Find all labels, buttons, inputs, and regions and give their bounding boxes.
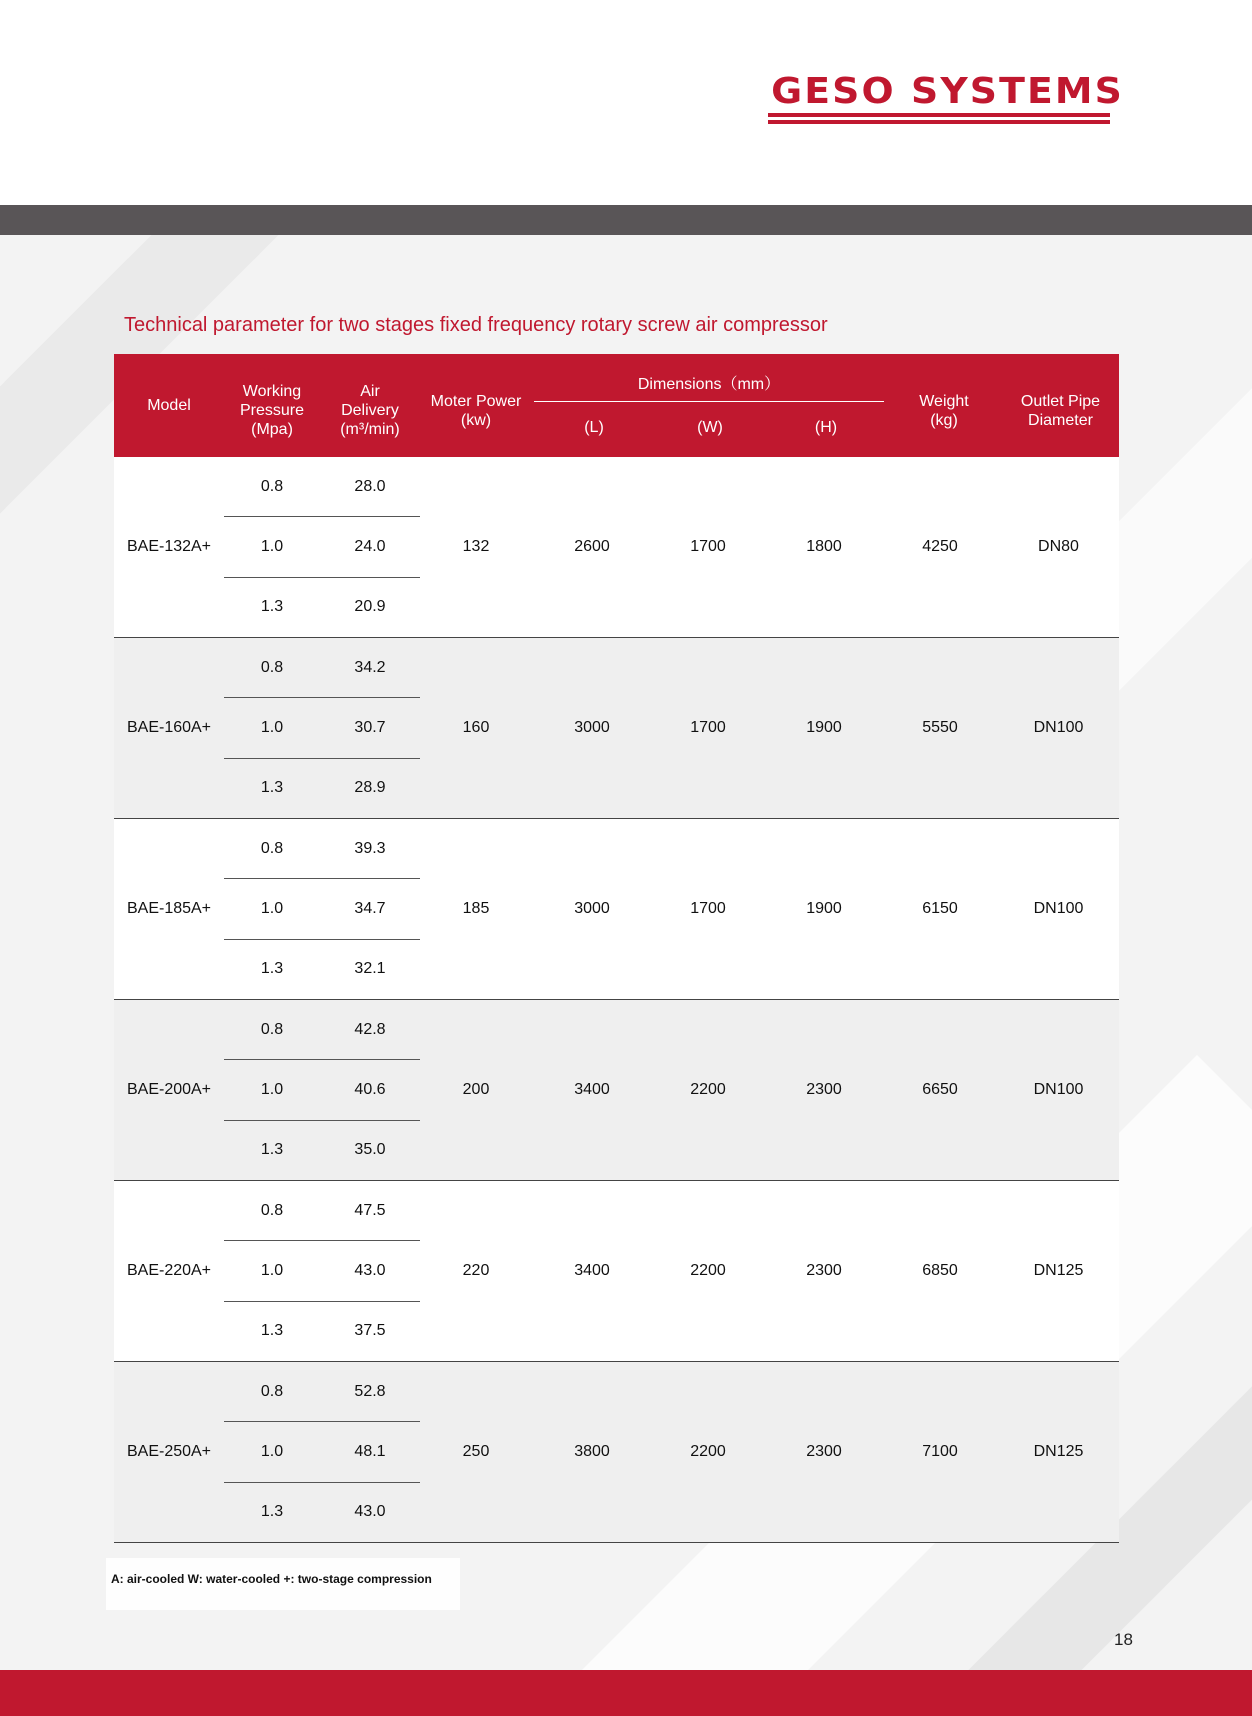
- cell-pressure: 1.0: [260, 1262, 284, 1279]
- header-delivery-line: (m³/min): [340, 421, 400, 438]
- cell-delivery: 34.2: [354, 659, 386, 676]
- cell-pressure: 0.8: [260, 1202, 284, 1219]
- cell-pressure: 1.0: [260, 1443, 284, 1460]
- header-weight-line: (kg): [930, 412, 958, 429]
- cell-power: 250: [462, 1443, 490, 1460]
- cell-pressure: 1.3: [260, 779, 284, 796]
- cell-outlet: DN125: [1033, 1262, 1084, 1279]
- cell-dim-l: 3800: [574, 1443, 610, 1460]
- header-outlet-line: Outlet Pipe: [1020, 393, 1101, 410]
- header-power-line: (kw): [460, 412, 492, 429]
- sub-row-divider: [224, 516, 420, 517]
- cell-outlet: DN125: [1033, 1443, 1084, 1460]
- cell-dim-h: 2300: [806, 1081, 842, 1098]
- cell-delivery: 47.5: [354, 1202, 386, 1219]
- cell-model: BAE-132A+: [126, 538, 212, 555]
- header-power: [420, 392, 532, 430]
- table-row-group: [114, 1362, 1119, 1543]
- cell-dim-h: 1900: [806, 719, 842, 736]
- header-delivery-line: Delivery: [341, 402, 399, 419]
- cell-dim-w: 1700: [690, 719, 726, 736]
- sub-row-divider: [224, 1421, 420, 1422]
- header-outlet-line: Diameter: [1028, 412, 1093, 429]
- cell-pressure: 0.8: [260, 659, 284, 676]
- table-title: Technical parameter for two stages fixed frequency rotary screw air compressor: [124, 314, 828, 336]
- sub-row-divider: [224, 1482, 420, 1483]
- logo-underline-bottom: [768, 120, 1110, 124]
- cell-delivery: 43.0: [354, 1262, 386, 1279]
- cell-delivery: 43.0: [354, 1503, 386, 1520]
- brand-logo: [768, 71, 1124, 124]
- cell-delivery: 30.7: [354, 719, 386, 736]
- cell-outlet: DN100: [1033, 900, 1084, 917]
- header-weight: [886, 392, 1002, 430]
- cell-pressure: 1.3: [260, 1503, 284, 1520]
- cell-dim-h: 2300: [806, 1262, 842, 1279]
- sub-row-divider: [224, 697, 420, 698]
- sub-row-divider: [224, 1059, 420, 1060]
- cell-dim-l: 2600: [574, 538, 610, 555]
- cell-delivery: 39.3: [354, 840, 386, 857]
- cell-power: 220: [462, 1262, 490, 1279]
- cell-pressure: 1.3: [260, 1322, 284, 1339]
- cell-weight: 6850: [922, 1262, 958, 1279]
- cell-dim-w: 1700: [690, 900, 726, 917]
- table-row-group: [114, 1181, 1119, 1362]
- header-pressure-line: Pressure: [239, 402, 305, 419]
- cell-delivery: 37.5: [354, 1322, 386, 1339]
- spec-table: [114, 354, 1119, 1543]
- cell-outlet: DN80: [1038, 538, 1079, 555]
- cell-pressure: 0.8: [260, 1383, 284, 1400]
- cell-delivery: 28.0: [354, 478, 386, 495]
- sub-row-divider: [224, 1120, 420, 1121]
- cell-dim-l: 3000: [574, 900, 610, 917]
- cell-dim-l: 3000: [574, 719, 610, 736]
- brand-name: GESO SYSTEMS: [771, 71, 1124, 112]
- cell-dim-w: 2200: [690, 1443, 726, 1460]
- logo-underline-top: [768, 113, 1110, 117]
- cell-pressure: 1.3: [260, 1141, 284, 1158]
- cell-delivery: 35.0: [354, 1141, 386, 1158]
- cell-delivery: 32.1: [354, 960, 386, 977]
- header-pressure-line: (Mpa): [251, 421, 293, 438]
- table-row-group: [114, 638, 1119, 819]
- cell-dim-l: 3400: [574, 1081, 610, 1098]
- table-body: [114, 457, 1119, 1543]
- cell-pressure: 1.3: [260, 960, 284, 977]
- sub-row-divider: [224, 878, 420, 879]
- sub-row-divider: [224, 758, 420, 759]
- cell-dim-w: 2200: [690, 1081, 726, 1098]
- footer-band: [0, 1670, 1252, 1716]
- table-row-group: [114, 1000, 1119, 1181]
- cell-weight: 5550: [922, 719, 958, 736]
- cell-power: 160: [462, 719, 490, 736]
- cell-outlet: DN100: [1033, 719, 1084, 736]
- cell-pressure: 1.0: [260, 719, 284, 736]
- cell-pressure: 0.8: [260, 840, 284, 857]
- cell-model: BAE-200A+: [126, 1081, 212, 1098]
- cell-pressure: 0.8: [260, 1021, 284, 1038]
- cell-model: BAE-220A+: [126, 1262, 212, 1279]
- header-dim-h: (H): [814, 419, 838, 436]
- header-pressure-line: Working: [242, 383, 302, 400]
- sub-row-divider: [224, 577, 420, 578]
- header-outlet: [1002, 392, 1119, 430]
- cell-dim-h: 1900: [806, 900, 842, 917]
- table-row-group: [114, 457, 1119, 638]
- cell-model: BAE-160A+: [126, 719, 212, 736]
- header-dimensions-divider: [534, 401, 884, 402]
- cell-pressure: 0.8: [260, 478, 284, 495]
- cell-dim-h: 1800: [806, 538, 842, 555]
- cell-outlet: DN100: [1033, 1081, 1084, 1098]
- cell-delivery: 48.1: [354, 1443, 386, 1460]
- header-dim-l: (L): [584, 419, 604, 436]
- header-delivery: [320, 382, 420, 439]
- table-header: [114, 354, 1119, 457]
- cell-model: BAE-250A+: [126, 1443, 212, 1460]
- cell-power: 132: [462, 538, 490, 555]
- cell-pressure: 1.0: [260, 1081, 284, 1098]
- cell-delivery: 40.6: [354, 1081, 386, 1098]
- cell-delivery: 28.9: [354, 779, 386, 796]
- cell-dim-h: 2300: [806, 1443, 842, 1460]
- cell-pressure: 1.0: [260, 900, 284, 917]
- cell-delivery: 42.8: [354, 1021, 386, 1038]
- cell-power: 200: [462, 1081, 490, 1098]
- sub-row-divider: [224, 939, 420, 940]
- sub-row-divider: [224, 1301, 420, 1302]
- cell-delivery: 20.9: [354, 598, 386, 615]
- cell-model: BAE-185A+: [126, 900, 212, 917]
- cell-delivery: 52.8: [354, 1383, 386, 1400]
- footnote: A: air-cooled W: water-cooled +: two-stage compression: [106, 1558, 460, 1610]
- cell-pressure: 1.0: [260, 538, 284, 555]
- cell-delivery: 24.0: [354, 538, 386, 555]
- page-number: 18: [1114, 1630, 1133, 1649]
- header-weight-line: Weight: [919, 393, 969, 410]
- header-model: Model: [147, 397, 191, 414]
- cell-delivery: 34.7: [354, 900, 386, 917]
- sub-row-divider: [224, 1240, 420, 1241]
- cell-dim-l: 3400: [574, 1262, 610, 1279]
- cell-weight: 4250: [922, 538, 958, 555]
- cell-power: 185: [462, 900, 490, 917]
- cell-dim-w: 1700: [690, 538, 726, 555]
- cell-pressure: 1.3: [260, 598, 284, 615]
- header-power-line: Moter Power: [430, 393, 522, 410]
- cell-weight: 7100: [922, 1443, 958, 1460]
- cell-dim-w: 2200: [690, 1262, 726, 1279]
- header-dim-w: (W): [697, 419, 723, 436]
- cell-weight: 6650: [922, 1081, 958, 1098]
- header-delivery-line: Air: [360, 383, 380, 400]
- header-dimensions: Dimensions（mm）: [637, 376, 781, 393]
- cell-weight: 6150: [922, 900, 958, 917]
- header-band: [0, 205, 1252, 235]
- table-row-group: [114, 819, 1119, 1000]
- header-pressure: [224, 382, 320, 439]
